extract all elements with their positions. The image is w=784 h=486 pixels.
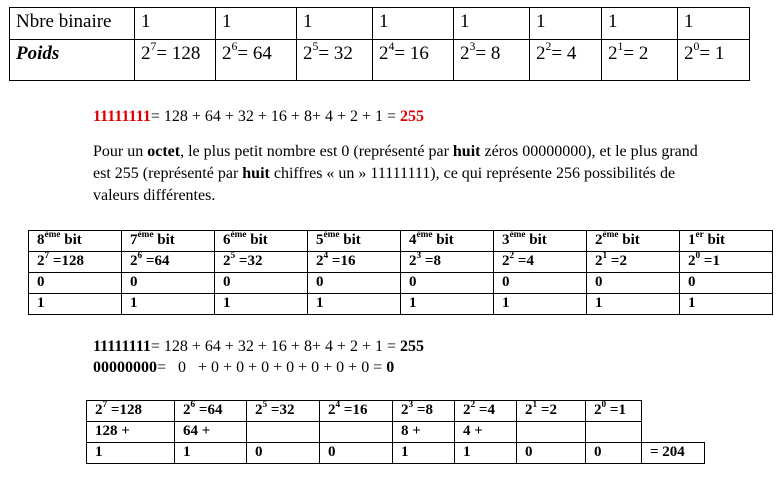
weight-cell: $2^4 =16$ <box>320 401 393 422</box>
bit-cell: 1 <box>530 8 602 40</box>
table-row <box>87 443 705 464</box>
bit-header: 1er bit <box>680 231 773 252</box>
bit-cell: 1 <box>29 294 122 315</box>
table-row <box>29 273 773 294</box>
poids-label: Poids <box>10 40 135 81</box>
bit-cell: 1 <box>216 8 297 40</box>
bit-cell: 1 <box>175 443 247 464</box>
bit-header: 4ème bit <box>401 231 494 252</box>
weight-cell: $2^5 =32$ <box>247 401 320 422</box>
sum-result: 0 <box>386 359 395 376</box>
bit-cell: 1 <box>454 8 530 40</box>
bit-header: 3ème bit <box>494 231 587 252</box>
bit-cell: 0 <box>494 273 587 294</box>
bit-cell: 1 <box>587 294 680 315</box>
weight-cell: $2^4= 16$ <box>373 40 454 81</box>
bit-cell: 0 <box>215 273 308 294</box>
bit-cell: 0 <box>401 273 494 294</box>
bit-cell: 0 <box>517 443 586 464</box>
partial-cell: 8 + <box>393 422 455 443</box>
weight-cell: $2^7 =128$ <box>87 401 175 422</box>
octet-paragraph: Pour un octet, le plus petit nombre est 0 (représenté par huit zéros 00000000), et le plus grand est 255 (représenté par huit chiffres « un » 11111111), ce qui représente 256 possibilités de valeurs différentes. <box>93 143 698 204</box>
bit-cell: 1 <box>393 443 455 464</box>
table-row <box>29 252 773 273</box>
partial-cell <box>320 422 393 443</box>
conversion-table <box>86 400 705 464</box>
weight-cell: $2^3= 8$ <box>454 40 530 81</box>
bit-cell: 1 <box>401 294 494 315</box>
bit-header: 5ème bit <box>308 231 401 252</box>
bit-cell: 1 <box>215 294 308 315</box>
weight-cell: $2^3 =8$ <box>401 252 494 273</box>
bit-cell: 0 <box>680 273 773 294</box>
bit-cell: 1 <box>122 294 215 315</box>
bit-cell: 0 <box>308 273 401 294</box>
bit-cell: 1 <box>308 294 401 315</box>
weight-cell: $2^7= 128$ <box>135 40 216 81</box>
bit-cell: 0 <box>247 443 320 464</box>
weight-cell: $2^1 =2$ <box>517 401 586 422</box>
bit-cell: 1 <box>87 443 175 464</box>
bit-header: 2ème bit <box>587 231 680 252</box>
sum-result: 255 <box>400 338 425 355</box>
weight-cell: $2^0 =1$ <box>586 401 642 422</box>
weight-cell: $2^2 =4$ <box>455 401 517 422</box>
bit-cell: 1 <box>297 8 373 40</box>
weight-cell: $2^4 =16$ <box>308 252 401 273</box>
bit-cell: 1 <box>373 8 454 40</box>
table-row <box>10 40 750 81</box>
weight-cell: $2^5 =32$ <box>215 252 308 273</box>
partial-cell: 64 + <box>175 422 247 443</box>
bit-cell: 1 <box>135 8 216 40</box>
sum-expression: = 0 + 0 + 0 + 0 + 0 + 0 + 0 + 0 = <box>157 359 387 376</box>
bit-position-table <box>28 230 773 315</box>
sum-expression: = 128 + 64 + 32 + 16 + 8+ 4 + 2 + 1 = <box>150 338 401 355</box>
table-row <box>87 401 705 422</box>
bit-cell: 0 <box>587 273 680 294</box>
sum-expression: = 128 + 64 + 32 + 16 + 8+ 4 + 2 + 1 = <box>150 108 401 125</box>
weight-cell: $2^0 =1$ <box>680 252 773 273</box>
bit-cell: 1 <box>678 8 750 40</box>
row-label: Nbre binaire <box>10 8 135 40</box>
table-row <box>10 8 750 40</box>
bit-cell: 0 <box>29 273 122 294</box>
bit-cell: 0 <box>320 443 393 464</box>
bit-cell: 1 <box>680 294 773 315</box>
partial-cell <box>586 422 642 443</box>
weight-cell: $2^6 =64$ <box>175 401 247 422</box>
weight-cell: $2^7 =128$ <box>29 252 122 273</box>
partial-cell: 4 + <box>455 422 517 443</box>
binary-weights-table <box>9 7 750 81</box>
sum-line <box>93 359 394 377</box>
weight-cell: $2^5= 32$ <box>297 40 373 81</box>
weight-cell: $2^3 =8$ <box>393 401 455 422</box>
partial-cell: 128 + <box>87 422 175 443</box>
weight-cell: $2^6= 64$ <box>216 40 297 81</box>
partial-cell <box>247 422 320 443</box>
binary-value: 11111111 <box>93 108 151 125</box>
bit-cell: 0 <box>122 273 215 294</box>
table-row <box>29 294 773 315</box>
table-row <box>29 231 773 252</box>
weight-cell: $2^2 =4$ <box>494 252 587 273</box>
bit-cell: 1 <box>494 294 587 315</box>
binary-value: 00000000 <box>93 359 157 376</box>
weight-cell: $2^1 =2$ <box>587 252 680 273</box>
total-cell: = 204 <box>642 443 705 464</box>
table-row <box>87 422 705 443</box>
partial-cell <box>517 422 586 443</box>
bit-cell: 0 <box>586 443 642 464</box>
weight-cell: $2^2= 4$ <box>530 40 602 81</box>
bit-cell: 1 <box>455 443 517 464</box>
binary-value: 11111111 <box>93 338 151 355</box>
sum-line <box>93 338 424 356</box>
bit-header: 8ème bit <box>29 231 122 252</box>
sum-result: 255 <box>400 108 425 125</box>
bit-header: 6ème bit <box>215 231 308 252</box>
sum-line <box>93 108 424 126</box>
bit-cell: 1 <box>602 8 678 40</box>
weight-cell: $2^0= 1$ <box>678 40 750 81</box>
weight-cell: $2^6 =64$ <box>122 252 215 273</box>
bit-header: 7ème bit <box>122 231 215 252</box>
weight-cell: $2^1= 2$ <box>602 40 678 81</box>
